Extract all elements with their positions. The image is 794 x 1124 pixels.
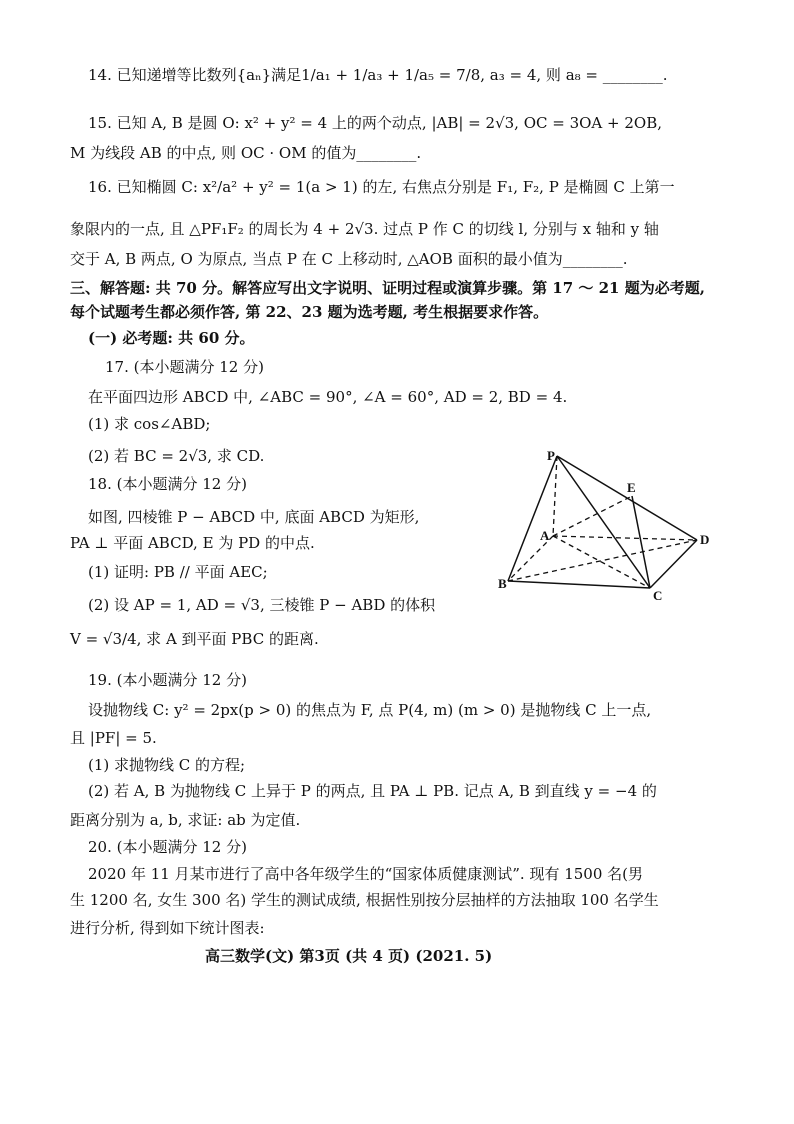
- q16-line2: 象限内的一点, 且 △PF₁F₂ 的周长为 4 + 2√3. 过点 P 作 C 的切线 l, 分别与 x 轴和 y 轴: [70, 220, 659, 238]
- page-footer: 高三数学(文) 第3页 (共 4 页) (2021. 5): [205, 947, 493, 965]
- q20-stem3: 进行分析, 得到如下统计图表:: [70, 919, 265, 937]
- q17-part1: (1) 求 cos∠ABD;: [88, 415, 211, 433]
- q19-part2: (2) 若 A, B 为抛物线 C 上异于 P 的两点, 且 PA ⊥ PB. 记点 A, B 到直线 y = −4 的: [88, 782, 657, 800]
- q18-head: 18. (本小题满分 12 分): [88, 475, 247, 493]
- q16-line3: 交于 A, B 两点, O 为原点, 当点 P 在 C 上移动时, △AOB 面积的最小值为________.: [70, 250, 628, 268]
- q14-text: 14. 已知递增等比数列{aₙ}满足1/a₁ + 1/a₃ + 1/a₅ = 7/8, a₃ = 4, 则 a₈ = ________.: [88, 66, 668, 84]
- q16-line1: 16. 已知椭圆 C: x²/a² + y² = 1(a > 1) 的左, 右焦点分别是 F₁, F₂, P 是椭圆 C 上第一: [88, 178, 675, 196]
- q19-part1: (1) 求抛物线 C 的方程;: [88, 756, 246, 774]
- label-c: C: [653, 588, 663, 603]
- edge-cd: [650, 540, 697, 588]
- label-a: A: [540, 528, 550, 543]
- q20-head: 20. (本小题满分 12 分): [88, 838, 247, 856]
- q18-stem2: PA ⊥ 平面 ABCD, E 为 PD 的中点.: [70, 534, 315, 552]
- edge-ad: [553, 536, 697, 540]
- edge-pa: [553, 456, 557, 536]
- edge-ac: [553, 536, 650, 588]
- q18-part2: (2) 设 AP = 1, AD = √3, 三棱锥 P − ABD 的体积: [88, 596, 436, 614]
- q20-stem2: 生 1200 名, 女生 300 名) 学生的测试成绩, 根据性别按分层抽样的方法抽取 100 名学生: [70, 891, 659, 909]
- q19-stem1: 设抛物线 C: y² = 2px(p > 0) 的焦点为 F, 点 P(4, m) (m > 0) 是抛物线 C 上一点,: [88, 701, 652, 719]
- label-p: P: [547, 448, 555, 463]
- label-e: E: [627, 480, 636, 495]
- label-d: D: [700, 532, 710, 547]
- label-b: B: [498, 576, 507, 591]
- q19-part2-cont: 距离分别为 a, b, 求证: ab 为定值.: [70, 811, 301, 829]
- q18-stem1: 如图, 四棱锥 P − ABCD 中, 底面 ABCD 为矩形,: [88, 508, 420, 526]
- edge-pb: [508, 456, 557, 581]
- q17-part2: (2) 若 BC = 2√3, 求 CD.: [88, 447, 265, 465]
- q17-stem: 在平面四边形 ABCD 中, ∠ABC = 90°, ∠A = 60°, AD = 2, BD = 4.: [88, 388, 568, 406]
- q19-head: 19. (本小题满分 12 分): [88, 671, 247, 689]
- section3-heading-line1: 三、解答题: 共 70 分。解答应写出文字说明、证明过程或演算步骤。第 17 ～ 21 题为必考题,: [70, 279, 705, 297]
- section3-subheading: (一) 必考题: 共 60 分。: [88, 329, 255, 347]
- q17-head: 17. (本小题满分 12 分): [105, 358, 264, 376]
- q19-stem2: 且 |PF| = 5.: [70, 729, 157, 747]
- edge-ae: [553, 496, 632, 536]
- edge-pc: [557, 456, 650, 588]
- q18-part2-cont: V = √3/4, 求 A 到平面 PBC 的距离.: [70, 630, 319, 648]
- q15-line2: M 为线段 AB 的中点, 则 OC · OM 的值为________.: [70, 144, 422, 162]
- section3-heading-line2: 每个试题考生都必须作答, 第 22、23 题为选考题, 考生根据要求作答。: [70, 303, 549, 321]
- edge-bc: [508, 581, 650, 588]
- edge-bd: [508, 540, 697, 581]
- q15-line1: 15. 已知 A, B 是圆 O: x² + y² = 4 上的两个动点, |AB| = 2√3, OC = 3OA + 2OB,: [88, 114, 662, 132]
- q20-stem1: 2020 年 11 月某市进行了高中各年级学生的“国家体质健康测试”. 现有 1500 名(男: [88, 865, 644, 883]
- pyramid-figure: [495, 448, 720, 603]
- q18-part1: (1) 证明: PB // 平面 AEC;: [88, 563, 268, 581]
